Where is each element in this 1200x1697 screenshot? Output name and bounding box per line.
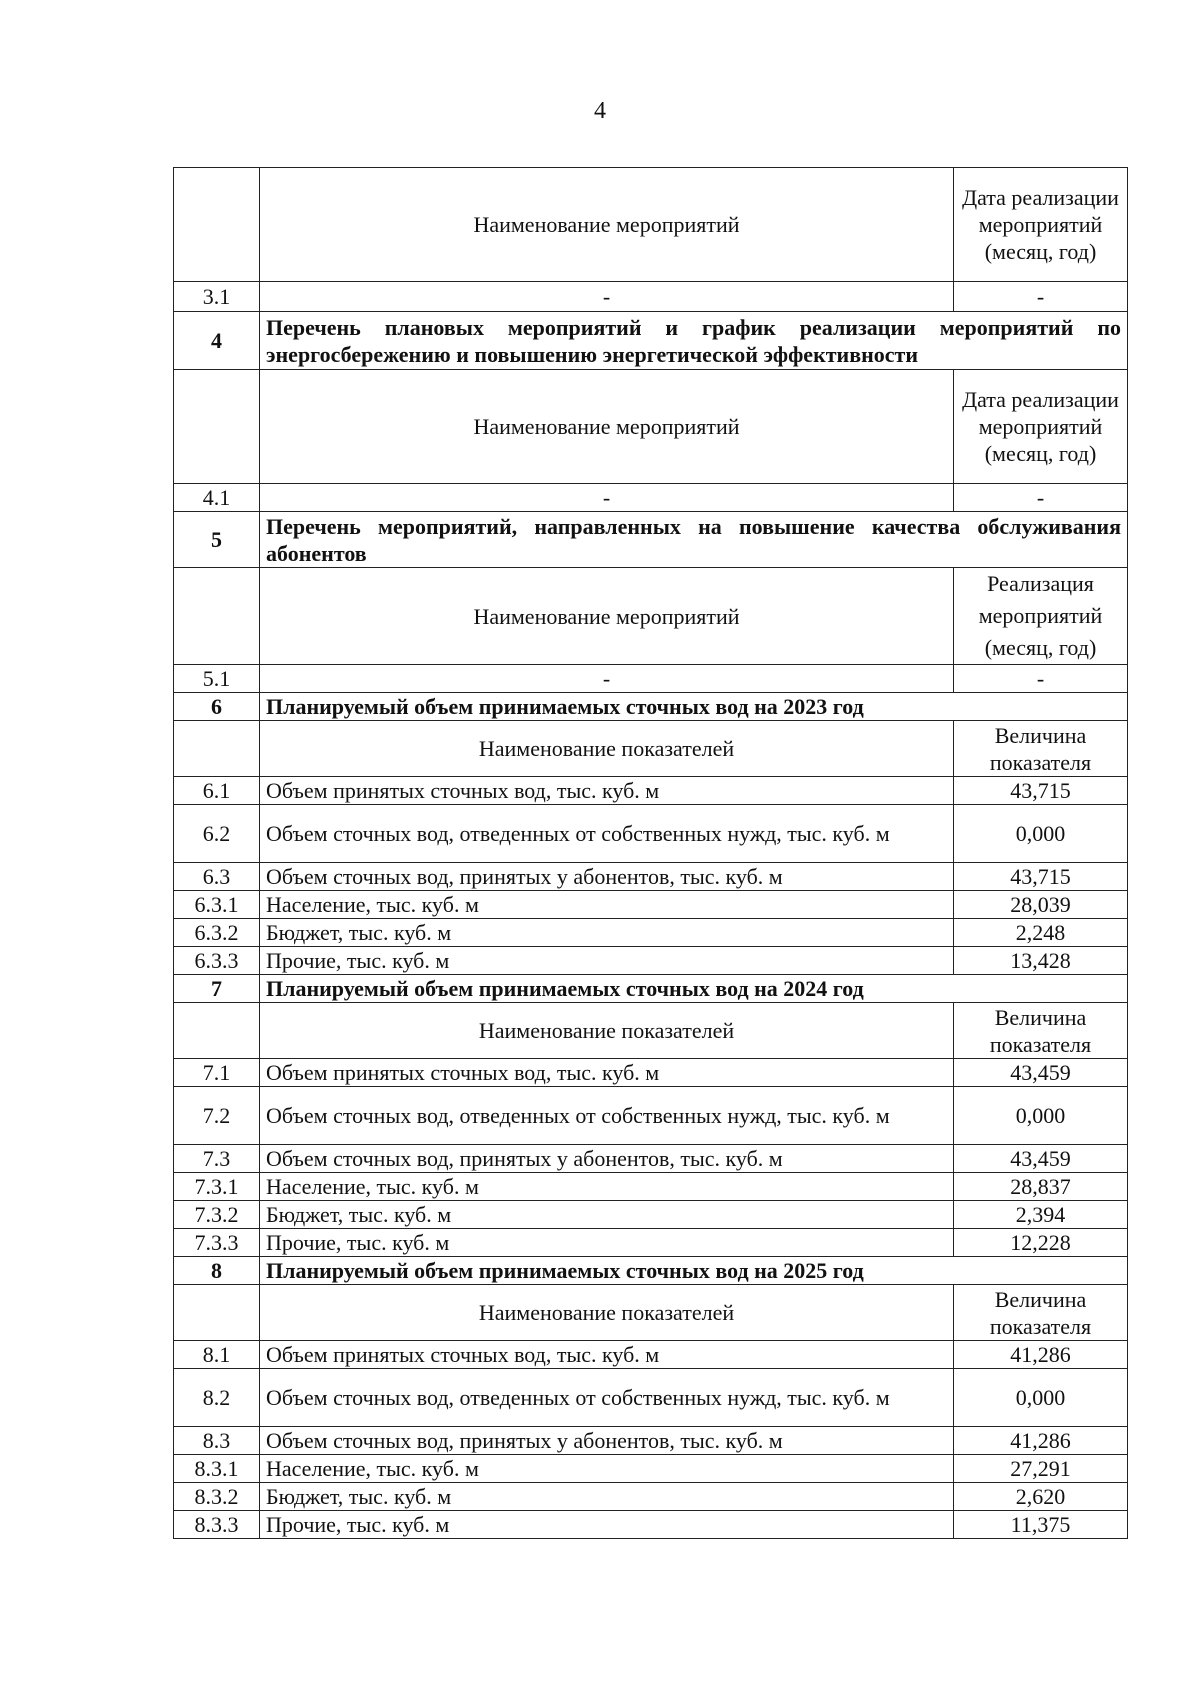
section-number: 5 (174, 512, 260, 568)
column-header-realization: Реализация мероприятий (месяц, год) (954, 568, 1128, 665)
row-number: 6.3.2 (174, 919, 260, 947)
row-name: Бюджет, тыс. куб. м (260, 919, 954, 947)
table-row (174, 919, 1128, 947)
row-value: 41,286 (954, 1341, 1128, 1369)
section-number: 7 (174, 975, 260, 1003)
row-number: 6.2 (174, 805, 260, 863)
row-name: Прочие, тыс. куб. м (260, 1229, 954, 1257)
column-header-value: Величина показателя (954, 721, 1128, 777)
table-header-row (174, 1003, 1128, 1059)
row-value: 11,375 (954, 1511, 1128, 1539)
row-value: 0,000 (954, 805, 1128, 863)
column-header-name: Наименование мероприятий (260, 168, 954, 282)
row-number: 8.3.1 (174, 1455, 260, 1483)
table-row (174, 1511, 1128, 1539)
table-row (174, 665, 1128, 693)
section-title: Планируемый объем принимаемых сточных вод на 2025 год (260, 1257, 1128, 1285)
row-name: Население, тыс. куб. м (260, 1455, 954, 1483)
table-row (174, 1173, 1128, 1201)
column-header-indicators: Наименование показателей (260, 721, 954, 777)
section-title: Перечень мероприятий, направленных на повышение качества обслуживания абонентов (260, 512, 1128, 568)
table-row (174, 1087, 1128, 1145)
table-row (174, 1201, 1128, 1229)
row-number: 8.3 (174, 1427, 260, 1455)
row-name: Объем сточных вод, отведенных от собственных нужд, тыс. куб. м (260, 805, 954, 863)
row-value: 2,394 (954, 1201, 1128, 1229)
empty-cell (174, 168, 260, 282)
row-name: - (260, 665, 954, 693)
row-name: Население, тыс. куб. м (260, 891, 954, 919)
row-value: 28,837 (954, 1173, 1128, 1201)
row-value: 28,039 (954, 891, 1128, 919)
row-name: Бюджет, тыс. куб. м (260, 1201, 954, 1229)
row-number: 5.1 (174, 665, 260, 693)
table-row (174, 1229, 1128, 1257)
empty-cell (174, 1285, 260, 1341)
row-number: 8.2 (174, 1369, 260, 1427)
row-number: 6.1 (174, 777, 260, 805)
table-header-row (174, 370, 1128, 484)
row-value: 43,459 (954, 1145, 1128, 1173)
row-number: 8.1 (174, 1341, 260, 1369)
column-header-name: Наименование мероприятий (260, 568, 954, 665)
section-number: 4 (174, 312, 260, 370)
table-header-row (174, 721, 1128, 777)
row-name: Объем принятых сточных вод, тыс. куб. м (260, 1059, 954, 1087)
measures-table (173, 167, 1128, 1539)
row-name: Население, тыс. куб. м (260, 1173, 954, 1201)
row-value: - (954, 484, 1128, 512)
row-number: 6.3.1 (174, 891, 260, 919)
empty-cell (174, 568, 260, 665)
table-row (174, 282, 1128, 312)
row-name: Объем сточных вод, принятых у абонентов, тыс. куб. м (260, 1145, 954, 1173)
row-value: 43,715 (954, 863, 1128, 891)
table-row (174, 1341, 1128, 1369)
row-number: 7.3.3 (174, 1229, 260, 1257)
row-name: Бюджет, тыс. куб. м (260, 1483, 954, 1511)
row-value: 43,459 (954, 1059, 1128, 1087)
table-header-row (174, 568, 1128, 665)
row-value: 0,000 (954, 1087, 1128, 1145)
row-number: 7.2 (174, 1087, 260, 1145)
row-name: Объем сточных вод, отведенных от собственных нужд, тыс. куб. м (260, 1369, 954, 1427)
section-heading-row (174, 312, 1128, 370)
column-header-name: Наименование мероприятий (260, 370, 954, 484)
column-header-date: Дата реализации мероприятий (месяц, год) (954, 168, 1128, 282)
table-header-row (174, 1285, 1128, 1341)
row-number: 8.3.3 (174, 1511, 260, 1539)
row-value: 27,291 (954, 1455, 1128, 1483)
table-row (174, 891, 1128, 919)
row-name: - (260, 282, 954, 312)
table-row (174, 805, 1128, 863)
table-row (174, 777, 1128, 805)
row-value: 13,428 (954, 947, 1128, 975)
table-row (174, 1059, 1128, 1087)
row-value: 2,248 (954, 919, 1128, 947)
row-value: 12,228 (954, 1229, 1128, 1257)
row-number: 7.1 (174, 1059, 260, 1087)
row-value: - (954, 665, 1128, 693)
row-number: 6.3 (174, 863, 260, 891)
section-title: Планируемый объем принимаемых сточных вод на 2024 год (260, 975, 1128, 1003)
row-name: Объем сточных вод, принятых у абонентов, тыс. куб. м (260, 1427, 954, 1455)
row-number: 3.1 (174, 282, 260, 312)
row-number: 7.3 (174, 1145, 260, 1173)
row-value: 43,715 (954, 777, 1128, 805)
row-value: 41,286 (954, 1427, 1128, 1455)
table-row (174, 484, 1128, 512)
row-number: 4.1 (174, 484, 260, 512)
section-number: 8 (174, 1257, 260, 1285)
section-title: Планируемый объем принимаемых сточных вод на 2023 год (260, 693, 1128, 721)
empty-cell (174, 721, 260, 777)
column-header-value: Величина показателя (954, 1003, 1128, 1059)
column-header-date: Дата реализации мероприятий (месяц, год) (954, 370, 1128, 484)
table-row (174, 1145, 1128, 1173)
row-number: 6.3.3 (174, 947, 260, 975)
row-value: 2,620 (954, 1483, 1128, 1511)
row-value: - (954, 282, 1128, 312)
section-heading-row (174, 1257, 1128, 1285)
row-name: Объем принятых сточных вод, тыс. куб. м (260, 1341, 954, 1369)
section-heading-row (174, 693, 1128, 721)
empty-cell (174, 370, 260, 484)
row-name: Объем принятых сточных вод, тыс. куб. м (260, 777, 954, 805)
column-header-indicators: Наименование показателей (260, 1003, 954, 1059)
table-row (174, 863, 1128, 891)
column-header-value: Величина показателя (954, 1285, 1128, 1341)
table-header-row (174, 168, 1128, 282)
row-name: Объем сточных вод, принятых у абонентов, тыс. куб. м (260, 863, 954, 891)
empty-cell (174, 1003, 260, 1059)
row-name: Прочие, тыс. куб. м (260, 1511, 954, 1539)
row-name: - (260, 484, 954, 512)
page-number: 4 (594, 98, 606, 124)
row-value: 0,000 (954, 1369, 1128, 1427)
section-heading-row (174, 975, 1128, 1003)
row-name: Объем сточных вод, отведенных от собственных нужд, тыс. куб. м (260, 1087, 954, 1145)
table-row (174, 1483, 1128, 1511)
row-number: 8.3.2 (174, 1483, 260, 1511)
row-name: Прочие, тыс. куб. м (260, 947, 954, 975)
table-row (174, 947, 1128, 975)
column-header-indicators: Наименование показателей (260, 1285, 954, 1341)
section-heading-row (174, 512, 1128, 568)
row-number: 7.3.1 (174, 1173, 260, 1201)
table-row (174, 1427, 1128, 1455)
table-row (174, 1455, 1128, 1483)
section-number: 6 (174, 693, 260, 721)
table-row (174, 1369, 1128, 1427)
row-number: 7.3.2 (174, 1201, 260, 1229)
section-title: Перечень плановых мероприятий и график реализации мероприятий по энергосбережению и повышению энергетической эффективности (260, 312, 1128, 370)
